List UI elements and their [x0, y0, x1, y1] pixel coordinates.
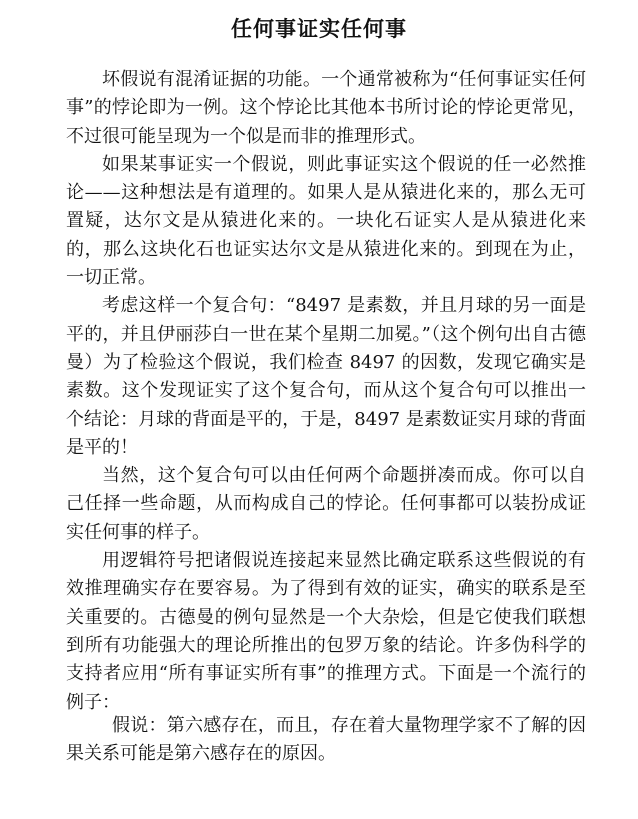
paragraph-3: 考虑这样一个复合句：“8497 是素数，并且月球的另一面是平的，并且伊丽莎白一世在某个星期二加冕。”（这个例句出自古德曼）为了检验这个假说，我们检查 8497 的因数，发现它确实是素数。这个发现证实了这个复合句，而从这个复合句可以推出一个结论：月球的背面是平的，于是，8497 是素数证实月球的背面是平的！: [66, 295, 586, 458]
hypothesis-quote: [66, 712, 586, 769]
body-text: [66, 66, 586, 717]
paragraph-4: 当然，这个复合句可以由任何两个命题拼凑而成。你可以自己任择一些命题，从而构成自己的悖论。任何事都可以装扮成证实任何事的样子。: [66, 465, 586, 543]
page-title: 任何事证实任何事: [231, 17, 407, 41]
paragraph-1: 坏假说有混淆证据的功能。一个通常被称为“任何事证实任何事”的悖论即为一例。这个悖论比其他本书所讨论的悖论更常见，不过很可能呈现为一个似是而非的推理形式。: [66, 69, 586, 147]
quote-text: 假说：第六感存在，而且，存在着大量物理学家不了解的因果关系可能是第六感存在的原因。: [66, 715, 586, 765]
paragraph-2: 如果某事证实一个假说，则此事证实这个假说的任一必然推论——这种想法是有道理的。如果人是从猿进化来的，那么无可置疑，达尔文是从猿进化来的。一块化石证实人是从猿进化来的，那么这块化石也证实达尔文是从猿进化来的。到现在为止，一切正常。: [66, 153, 586, 289]
paragraph-5: 用逻辑符号把诸假说连接起来显然比确定联系这些假说的有效推理确实存在要容易。为了得到有效的证实，确实的联系是至关重要的。古德曼的例句显然是一个大杂烩，但是它使我们联想到所有功能强大的理论所推出的包罗万象的结论。许多伪科学的支持者应用“所有事证实所有事”的推理方式。下面是一个流行的例子：: [66, 550, 586, 713]
